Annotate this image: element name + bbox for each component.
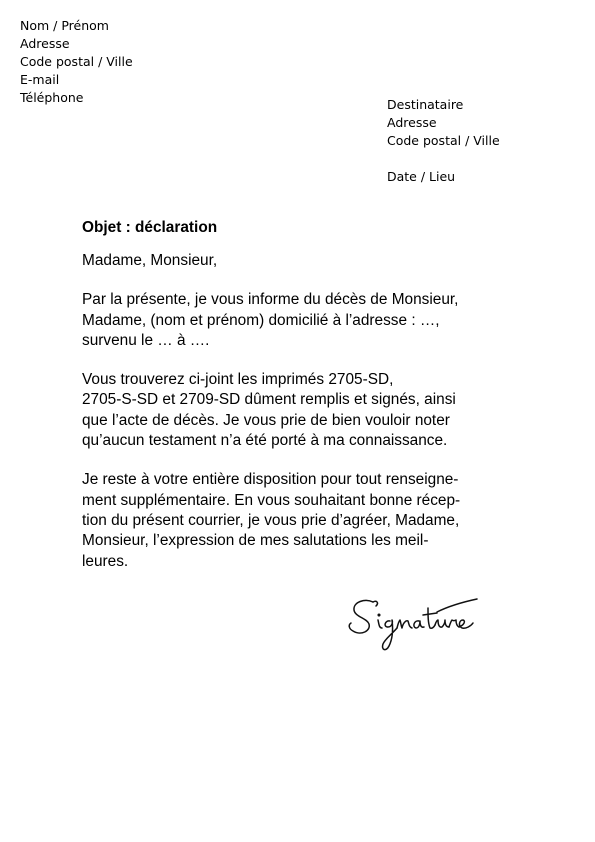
- paragraph-line: survenu le … à ….: [82, 331, 210, 349]
- letter-subject: Objet : déclaration: [82, 219, 218, 236]
- paragraph-line: leures.: [82, 552, 129, 570]
- sender-block: [20, 17, 133, 107]
- sender-phone: Téléphone: [20, 90, 84, 105]
- paragraph-attachments: [82, 370, 522, 451]
- paragraph-line: Je reste à votre entière disposition pour tout renseigne-: [82, 471, 459, 489]
- sender-address: Adresse: [20, 36, 70, 51]
- sender-email: E-mail: [20, 72, 60, 87]
- paragraph-line: Monsieur, l’expression de mes salutations les meil-: [82, 532, 429, 550]
- letter-body: [82, 218, 522, 572]
- recipient-address: Adresse: [387, 115, 437, 130]
- paragraph-closing: [82, 470, 522, 571]
- letter-greeting: Madame, Monsieur,: [82, 252, 218, 269]
- paragraph-line: tion du présent courrier, je vous prie d’agréer, Madame,: [82, 511, 460, 529]
- sender-postal-city: Code postal / Ville: [20, 54, 133, 69]
- paragraph-line: Vous trouverez ci-joint les imprimés 2705-SD,: [82, 371, 394, 389]
- paragraph-line: que l’acte de décès. Je vous prie de bien vouloir noter: [82, 411, 450, 429]
- recipient-block: [387, 96, 500, 186]
- paragraph-line: qu’aucun testament n’a été porté à ma connaissance.: [82, 432, 448, 450]
- paragraph-death-notice: [82, 290, 522, 351]
- recipient-name: Destinataire: [387, 97, 464, 112]
- recipient-postal-city: Code postal / Ville: [387, 133, 500, 148]
- paragraph-line: 2705-S-SD et 2709-SD dûment remplis et signés, ainsi: [82, 391, 456, 409]
- sender-name: Nom / Prénom: [20, 18, 109, 33]
- paragraph-line: ment supplémentaire. En vous souhaitant bonne récep-: [82, 491, 461, 509]
- handwritten-signature: [345, 590, 495, 662]
- paragraph-line: Par la présente, je vous informe du décès de Monsieur,: [82, 291, 459, 309]
- date-place: Date / Lieu: [387, 169, 456, 184]
- paragraph-line: Madame, (nom et prénom) domicilié à l’adresse : …,: [82, 311, 440, 329]
